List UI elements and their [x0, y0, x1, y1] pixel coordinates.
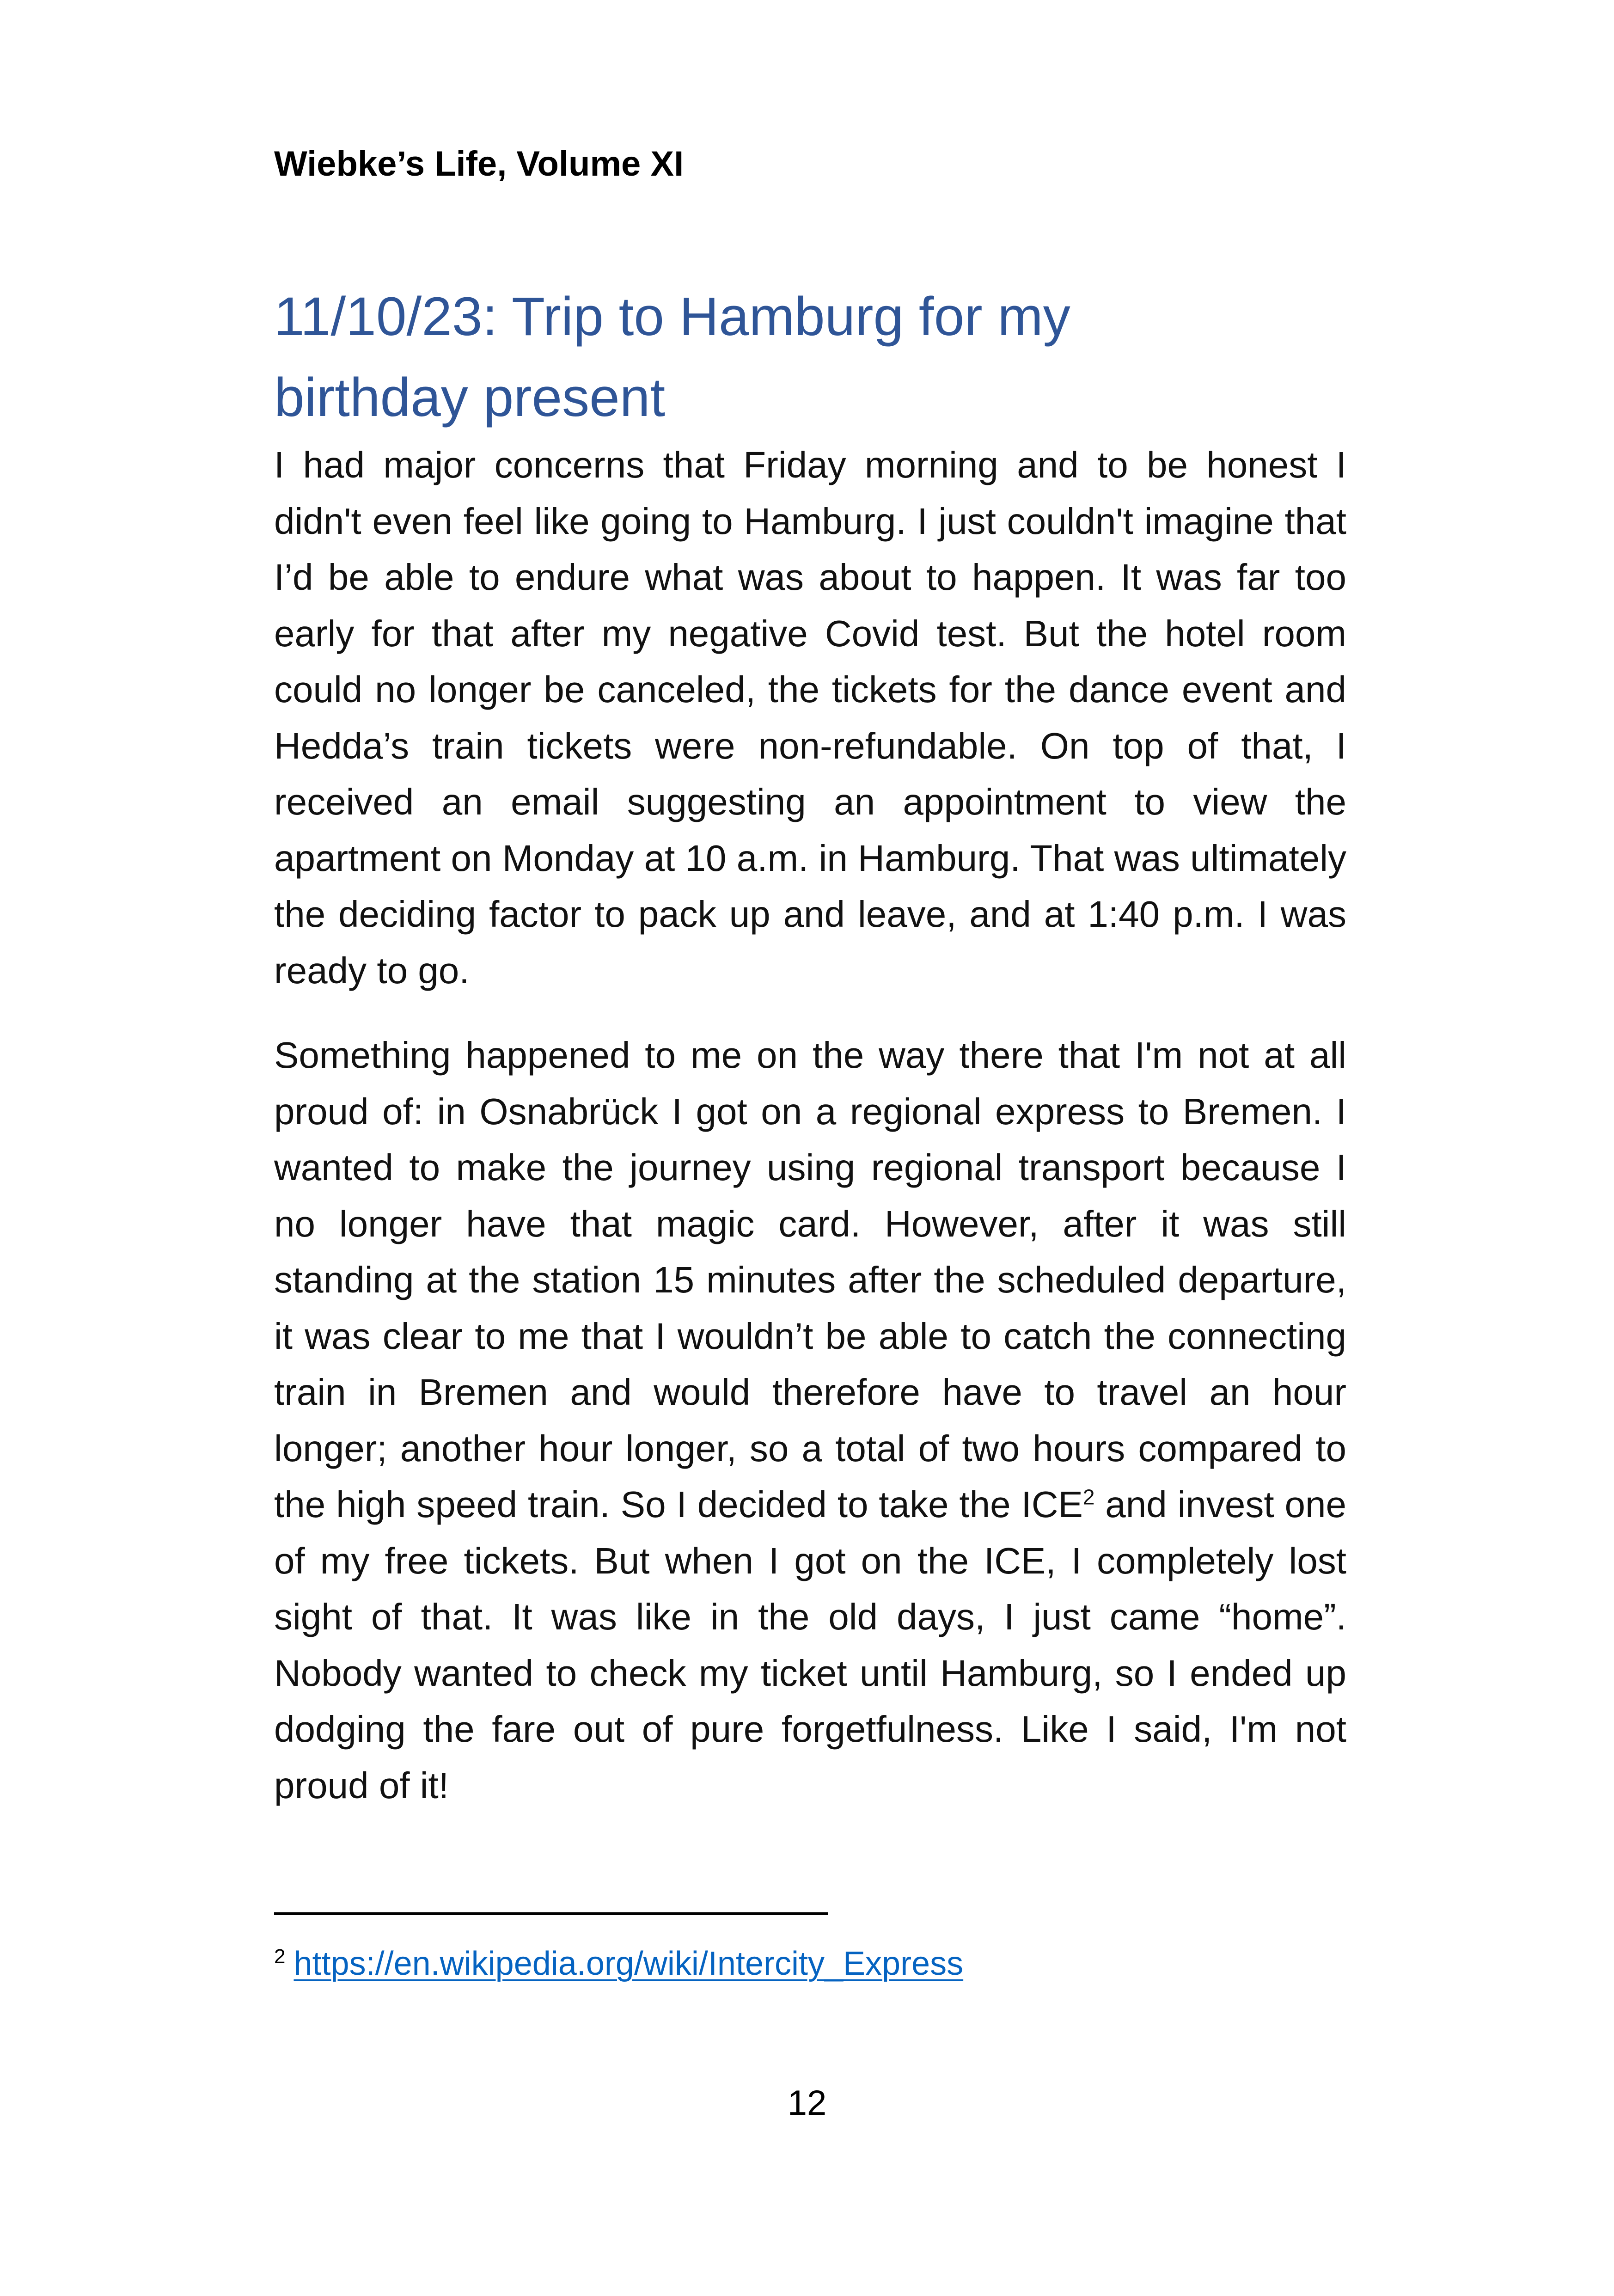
footnote [274, 1941, 963, 1987]
footnote-number: 2 [274, 1945, 286, 1968]
body-paragraph-2 [274, 1027, 1346, 1813]
footnote-reference-marker[interactable]: 2 [1082, 1485, 1095, 1509]
footnote-link[interactable]: https://en.wikipedia.org/wiki/Intercity_Express [293, 1945, 964, 1982]
paragraph-2-text-before-reference: Something happened to me on the way there that I'm not at all proud of: in Osnabrück I got on a regional express to Bremen. I wanted to make the journey using regional transport because I no longer have that magic card. However, after it was still standing at the station 15 minutes after the scheduled departure, it was clear to me that I wouldn’t be able to catch the connecting train in Bremen and would therefore have to travel an hour longer; another hour longer, so a total of two hours compared to the high speed train. So I decided to take the ICE [274, 1035, 1346, 1525]
running-header-book-title: Wiebke’s Life, Volume XI [274, 144, 684, 184]
paragraph-2-text-after-reference: and invest one of my free tickets. But when I got on the ICE, I completely lost sight of that. It was like in the old days, I just came “home”. Nobody wanted to check my ticket until Hamburg, so I ended up dodging the fare out of pure forgetfulness. Like I said, I'm not proud of it! [274, 1484, 1346, 1806]
chapter-heading-line-2: birthday present [274, 367, 666, 428]
page-number: 12 [787, 2083, 827, 2123]
body-paragraph-1: I had major concerns that Friday morning and to be honest I didn't even feel like going to Hamburg. I just couldn't imagine that I’d be able to endure what was about to happen. It was far too early for that after my negative Covid test. But the hotel room could no longer be canceled, the tickets for the dance event and Hedda’s train tickets were non-refundable. On top of that, I received an email suggesting an appointment to view the apartment on Monday at 10 a.m. in Hamburg. That was ultimately the deciding factor to pack up and leave, and at 1:40 p.m. I was ready to go. [274, 444, 1346, 991]
chapter-heading-line-1: 11/10/23: Trip to Hamburg for my [274, 286, 1070, 347]
chapter-heading [274, 276, 1346, 438]
footnote-separator-line [274, 1912, 828, 1915]
